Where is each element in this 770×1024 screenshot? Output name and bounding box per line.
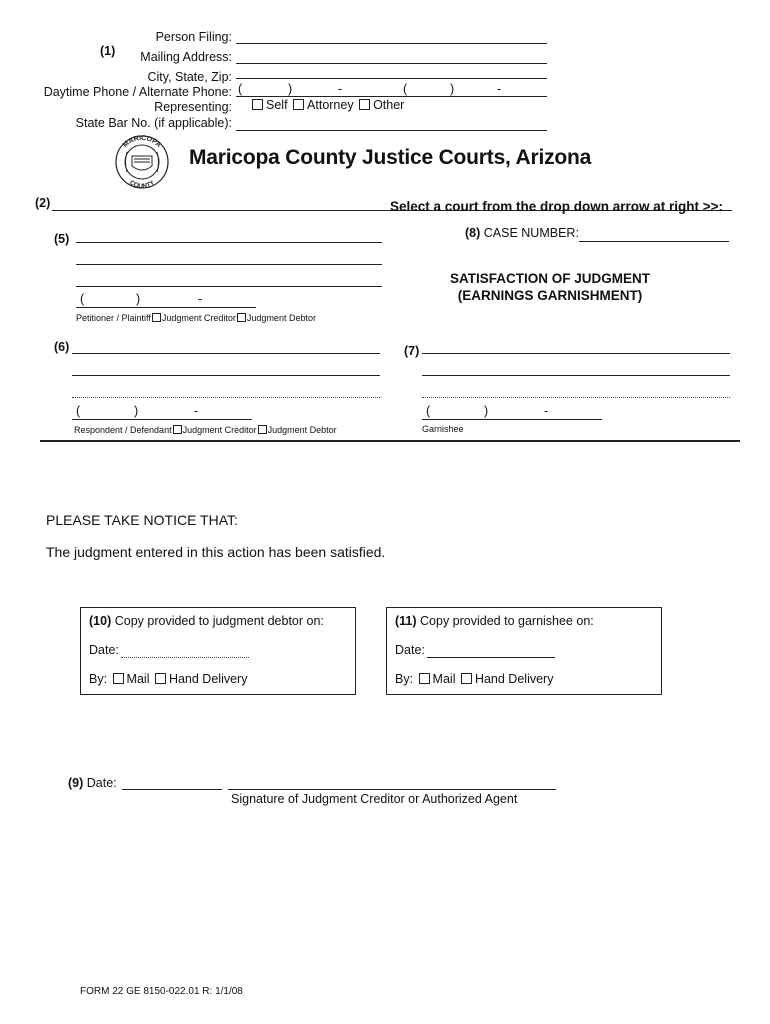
copy-garnishee-hand-checkbox[interactable] (461, 673, 472, 684)
signature-label: Signature of Judgment Creditor or Authorized Agent (231, 792, 518, 806)
garnishee-phone-field[interactable] (422, 419, 602, 420)
person-filing-label: Person Filing: (155, 30, 232, 44)
copy-debtor-hand-label: Hand Delivery (168, 672, 248, 686)
self-option-label: Self (266, 98, 288, 112)
respondent-debtor-label: Judgment Debtor (267, 425, 337, 435)
copy-garnishee-mail-label: Mail (432, 672, 456, 686)
document-title (440, 270, 660, 304)
copy-debtor-heading (89, 614, 324, 628)
garnishee-name-field[interactable] (422, 353, 730, 354)
county-seal-icon (110, 134, 174, 190)
garnishee-phone-close: ) (484, 404, 489, 418)
case-number-row (465, 226, 579, 240)
state-bar-label: State Bar No. (if applicable): (75, 116, 232, 130)
petitioner-label: Petitioner / Plaintiff (76, 313, 151, 323)
satisfaction-statement: The judgment entered in this action has been satisfied. (46, 544, 386, 560)
copy-debtor-date-label: Date: (89, 643, 119, 657)
copy-garnishee-hand-label: Hand Delivery (474, 672, 554, 686)
respondent-address-field[interactable] (72, 375, 380, 376)
seal-bottom-text: COUNTY (128, 179, 156, 190)
document-title-line1: SATISFACTION OF JUDGMENT (449, 271, 650, 286)
section-5-number: (5) (54, 232, 70, 246)
copy-garnishee-heading (395, 614, 594, 628)
copy-debtor-method (89, 672, 247, 686)
respondent-phone-close: ) (134, 404, 139, 418)
petitioner-address-field[interactable] (76, 264, 382, 265)
section-8-number: (8) (465, 226, 481, 240)
court-select-hint[interactable]: Select a court from the drop down arrow at right >>: (390, 199, 724, 214)
attorney-checkbox[interactable] (293, 99, 304, 110)
copy-debtor-mail-label: Mail (126, 672, 150, 686)
signature-date-field[interactable] (122, 789, 222, 790)
phone-open-paren: ( (238, 82, 243, 96)
copy-debtor-number: (10) (89, 614, 112, 628)
case-number-field[interactable] (579, 241, 729, 242)
petitioner-debtor-checkbox[interactable] (237, 313, 246, 322)
respondent-debtor-checkbox[interactable] (258, 425, 267, 434)
petitioner-city-field[interactable] (76, 286, 382, 287)
alt-phone-open-paren: ( (403, 82, 408, 96)
copy-garnishee-date-field[interactable] (427, 657, 555, 658)
copy-garnishee-number: (11) (395, 614, 417, 628)
copy-garnishee-label: Copy provided to garnishee on: (420, 614, 594, 628)
petitioner-name-field[interactable] (76, 242, 382, 243)
respondent-phone-dash: - (194, 404, 199, 418)
copy-garnishee-date-label: Date: (395, 643, 425, 657)
section-1-number: (1) (100, 44, 116, 58)
respondent-phone-field[interactable] (72, 419, 252, 420)
daytime-phone-field[interactable] (236, 96, 547, 97)
svg-text:COUNTY (128, 179, 156, 190)
city-state-zip-label: City, State, Zip: (147, 70, 232, 84)
signature-date-row (68, 776, 117, 790)
petitioner-phone-field[interactable] (76, 307, 256, 308)
respondent-creditor-checkbox[interactable] (173, 425, 182, 434)
attorney-option-label: Attorney (307, 98, 354, 112)
garnishee-label: Garnishee (422, 424, 464, 434)
respondent-label: Respondent / Defendant (74, 425, 172, 435)
case-number-label: CASE NUMBER: (483, 226, 579, 240)
state-bar-field[interactable] (236, 130, 547, 131)
mailing-address-field[interactable] (236, 63, 547, 64)
garnishee-city-field[interactable] (422, 397, 730, 398)
section-2-number: (2) (35, 196, 51, 210)
representing-label: Representing: (154, 100, 232, 114)
copy-debtor-box (80, 607, 356, 695)
other-checkbox[interactable] (359, 99, 370, 110)
respondent-creditor-label: Judgment Creditor (182, 425, 257, 435)
respondent-name-field[interactable] (72, 353, 380, 354)
copy-debtor-hand-checkbox[interactable] (155, 673, 166, 684)
copy-garnishee-method (395, 672, 553, 686)
form-id: FORM 22 GE 8150-022.01 R: 1/1/08 (80, 986, 243, 997)
respondent-city-field[interactable] (72, 397, 380, 398)
copy-garnishee-box (386, 607, 662, 695)
respondent-role-line (74, 425, 337, 435)
petitioner-creditor-label: Judgment Creditor (161, 313, 236, 323)
phone-dash: - (338, 82, 343, 96)
phone-close-paren: ) (288, 82, 293, 96)
copy-debtor-label: Copy provided to judgment debtor on: (114, 614, 324, 628)
petitioner-role-line (76, 313, 316, 323)
petitioner-creditor-checkbox[interactable] (152, 313, 161, 322)
representing-options (250, 98, 404, 112)
alt-phone-dash: - (497, 82, 502, 96)
petitioner-phone-close: ) (136, 292, 141, 306)
respondent-phone-open: ( (76, 404, 81, 418)
petitioner-debtor-label: Judgment Debtor (246, 313, 316, 323)
section-7-number: (7) (404, 344, 420, 358)
city-state-zip-field[interactable] (236, 78, 547, 79)
svg-text:MARICOPA (122, 135, 162, 149)
seal-top-text: MARICOPA (121, 134, 163, 150)
court-title: Maricopa County Justice Courts, Arizona (189, 146, 592, 169)
daytime-phone-label: Daytime Phone / Alternate Phone: (43, 85, 232, 99)
signature-date-label: Date: (86, 776, 117, 790)
copy-garnishee-mail-checkbox[interactable] (419, 673, 430, 684)
section-9-number: (9) (68, 776, 84, 790)
copy-debtor-mail-checkbox[interactable] (113, 673, 124, 684)
section-6-number: (6) (54, 340, 70, 354)
alt-phone-close-paren: ) (450, 82, 455, 96)
section-divider (40, 440, 740, 442)
garnishee-phone-open: ( (426, 404, 431, 418)
other-option-label: Other (373, 98, 405, 112)
petitioner-phone-open: ( (80, 292, 85, 306)
copy-debtor-by-label: By: (89, 672, 108, 686)
document-title-line2: (EARNINGS GARNISHMENT) (457, 288, 643, 303)
person-filing-field[interactable] (236, 43, 547, 44)
notice-heading: PLEASE TAKE NOTICE THAT: (46, 512, 238, 528)
garnishee-address-field[interactable] (422, 375, 730, 376)
petitioner-phone-dash: - (198, 292, 203, 306)
copy-garnishee-by-label: By: (395, 672, 414, 686)
mailing-address-label: Mailing Address: (140, 50, 232, 64)
signature-field[interactable] (228, 789, 556, 790)
copy-debtor-date-field[interactable] (121, 657, 249, 658)
self-checkbox[interactable] (252, 99, 263, 110)
garnishee-phone-dash: - (544, 404, 549, 418)
